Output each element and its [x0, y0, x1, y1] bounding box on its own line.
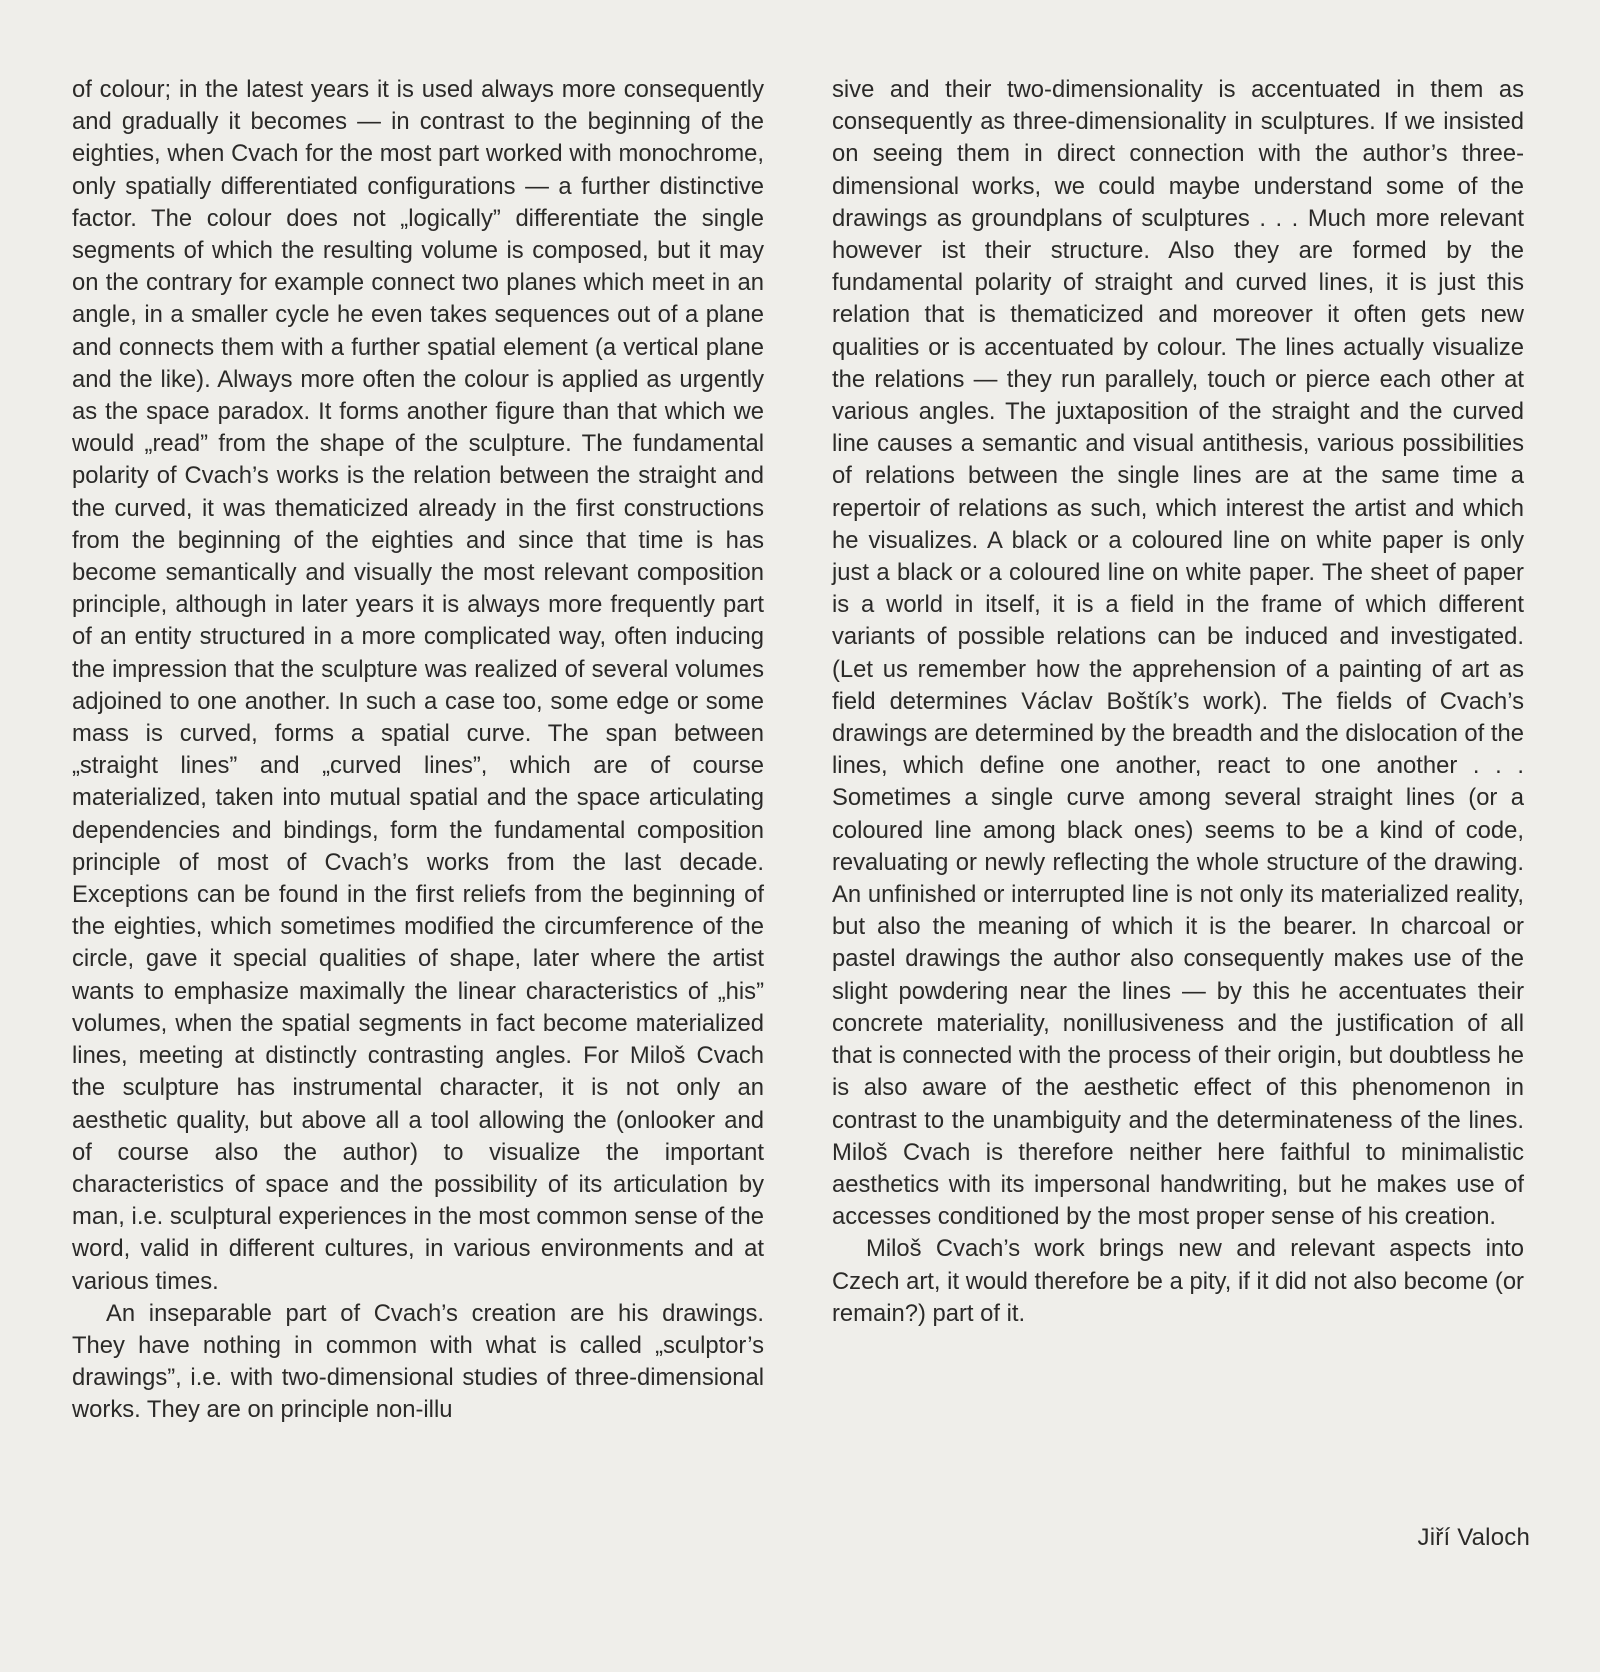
right-text-column	[832, 74, 1524, 1330]
paragraph-colour-and-sculpture: of colour; in the latest years it is used always more consequently and gradually it becomes — in contrast to the beginning of the eighties, when Cvach for the most part worked with monochrome, only spatially differentiated configurations — a further distinctive factor. The colour does not „logically” differentiate the single segments of which the resulting volume is composed, but it may on the contrary for example connect two planes which meet in an angle, in a smaller cycle he even takes sequences out of a plane and connects them with a further spatial element (a vertical plane and the like). Always more often the colour is applied as urgently as the space paradox. It forms another figure than that which we would „read” from the shape of the sculpture. The fundamental polarity of Cvach’s works is the relation between the straight and the curved, it was thematicized already in the first constructions from the beginning of the eighties and since that time is has become semantically and visually the most relevant composition principle, although in later years it is always more frequently part of an entity structured in a more complicated way, often inducing the impression that the sculpture was realized of several volumes adjoined to one another. In such a case too, some edge or some mass is curved, forms a spatial curve. The span between „straight lines” and „curved lines”, which are of course materialized, taken into mutual spatial and the space articulating dependencies and bindings, form the fundamental composition principle of most of Cvach’s works from the last decade. Exceptions can be found in the first reliefs from the beginning of the eighties, which sometimes modified the circumference of the circle, gave it special qualities of shape, later where the artist wants to emphasize maximally the linear characteristics of „his” volumes, when the spatial segments in fact become materialized lines, meeting at distinctly contrasting angles. For Miloš Cvach the sculpture has instrumental character, it is not only an aesthetic quality, but above all a tool allowing the (onlooker and of course also the author) to visualize the important characteristics of space and the possibility of its articulation by man, i.e. sculptural experiences in the most common sense of the word, valid in different cultures, in various environments and at various times.	[72, 76, 764, 1295]
author-signature: Jiří Valoch	[1417, 1524, 1530, 1551]
paragraph-drawings-intro: An inseparable part of Cvach’s creation are his drawings. They have nothing in common with what is called „sculptor’s drawings”, i.e. with two-dimensional studies of three-dimensional works. They are on principle non-illu	[72, 1299, 764, 1424]
paragraph-conclusion: Miloš Cvach’s work brings new and relevant aspects into Czech art, it would therefore be a pity, if it did not also become (or remain?) part of it.	[832, 1235, 1524, 1327]
left-text-column	[72, 74, 764, 1427]
paragraph-drawings-structure: sive and their two-dimensionality is accentuated in them as consequently as three-dimensionality in sculptures. If we insisted on seeing them in direct connection with the author’s three-dimensional works, we could maybe understand some of the drawings as groundplans of sculptures . . . Much more relevant however ist their structure. Also they are formed by the fundamental polarity of straight and curved lines, it is just this relation that is thematicized and moreover it often gets new qualities or is accentuated by colour. The lines actually visualize the relations — they run parallely, touch or pierce each other at various angles. The juxtaposition of the straight and the curved line causes a semantic and visual antithesis, various possibilities of relations between the single lines are at the same time a repertoir of relations as such, which interest the artist and which he visualizes. A black or a coloured line on white paper is only just a black or a coloured line on white paper. The sheet of paper is a world in itself, it is a field in the frame of which different variants of possible relations can be induced and investigated. (Let us remember how the apprehension of a painting of art as field determines Václav Boštík’s work). The fields of Cvach’s drawings are determined by the breadth and the dislocation of the lines, which define one another, react to one another . . . Sometimes a single curve among several straight lines (or a coloured line among black ones) seems to be a kind of code, revaluating or newly reflecting the whole structure of the drawing. An unfinished or interrupted line is not only its materialized reality, but also the meaning of which it is the bearer. In charcoal or pastel drawings the author also consequently makes use of the slight powdering near the lines — by this he accentuates their concrete materiality, nonillusiveness and the justification of all that is connected with the process of their origin, but doubtless he is also aware of the aesthetic effect of this phenomenon in contrast to the unambiguity and the determinateness of the lines. Miloš Cvach is therefore neither here faithful to minimalistic aesthetics with its impersonal handwriting, but he makes use of accesses conditioned by the most proper sense of his creation.	[832, 76, 1524, 1231]
